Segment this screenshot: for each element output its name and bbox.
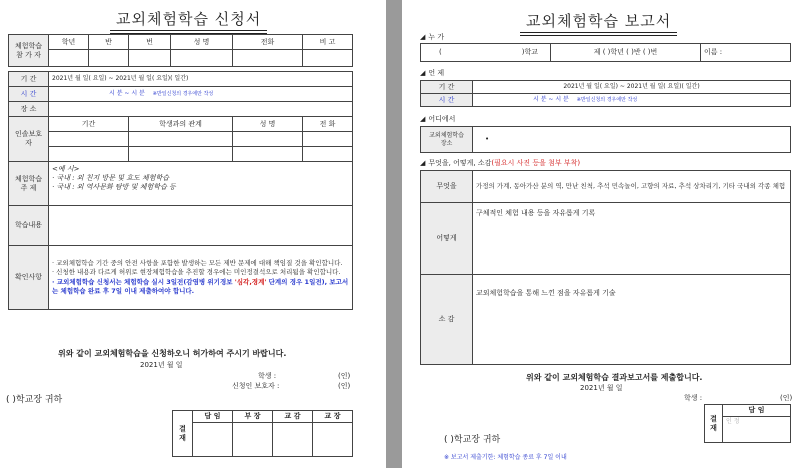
section-what-label: 무엇을, 어떻게, 소감 xyxy=(428,159,492,167)
approval-sign-4[interactable] xyxy=(313,423,353,457)
request-date: 2021년 월 일 xyxy=(140,361,183,369)
report-period-label: 기 간 xyxy=(421,81,473,94)
name-label[interactable]: 이름 : xyxy=(701,44,791,62)
submit-sentence: 위와 같이 교외체험학습 결과보고서를 제출합니다. xyxy=(526,373,703,382)
grade-field[interactable] xyxy=(49,50,89,67)
content-label: 학습내용 xyxy=(9,206,49,246)
section-what-note: (필요시 사진 등을 첨부 부착) xyxy=(491,159,581,167)
approval-table xyxy=(172,410,353,457)
header-name: 성 명 xyxy=(171,35,233,50)
confirm-line-2: · 신청한 내용과 다르게 허위로 현장체험학습을 추진할 경우에는 미인정결석으로 처리됨을 확인합니다. xyxy=(52,268,341,277)
student-sign-label: 학생 : xyxy=(258,372,277,380)
school-cell[interactable]: ( )학교 xyxy=(421,44,551,62)
student-seal: (인) xyxy=(338,372,351,380)
class-field[interactable] xyxy=(89,50,129,67)
report-time-note: ※반일신청의 경우에만 작성 xyxy=(576,97,638,104)
confirm-deadline xyxy=(52,278,349,296)
time-note: ※반일신청의 경우에만 작성 xyxy=(152,91,214,98)
report-approval-table xyxy=(704,404,791,443)
what-label: 무엇을 xyxy=(421,171,473,203)
what-value[interactable]: 가정의 가계, 동아가산 분의 역, 만난 친척, 추석 민속놀이, 고향의 자료, 추석 상차리기, 기타 국내외 각종 체험 xyxy=(473,171,791,203)
guardian-phone-field-2[interactable] xyxy=(303,147,353,162)
period-label: 기 간 xyxy=(9,72,49,87)
theme-line-1: · 국내 : 외 친지 방문 및 효도 체험학습 xyxy=(52,173,170,182)
approval-vice: 교 감 xyxy=(273,411,313,423)
guardian-label: 인솔보호자 xyxy=(9,117,49,162)
report-title: 교외체험학습 보고서 xyxy=(520,10,677,33)
approval-homeroom: 담 임 xyxy=(193,411,233,423)
guardian-header-period: 기간 xyxy=(49,117,129,132)
confirm-alert-level: '심각,경계' xyxy=(234,277,267,286)
report-time-cell[interactable] xyxy=(473,94,791,107)
time-label: 시 간 xyxy=(9,87,49,102)
guardian-relation-field[interactable] xyxy=(129,132,233,147)
where-table xyxy=(420,126,791,153)
section-who xyxy=(420,32,444,42)
phone-field[interactable] xyxy=(233,50,303,67)
when-table xyxy=(420,80,791,107)
guardian-relation-field-2[interactable] xyxy=(129,147,233,162)
theme-line-2: · 국내 : 외 역사문화 탐방 및 체험학습 등 xyxy=(52,182,176,191)
section-who-label: 누 가 xyxy=(428,33,445,41)
confirm-deadline-post: 단계의 경우 1일전), 보고서는 체험학습 완료 후 7일 이내 제출하여야 합니다. xyxy=(52,277,349,295)
report-period-value[interactable]: 2021년 월 일( 요일) ~ 2021년 월 일( 요일)( 일간) xyxy=(473,81,791,94)
note-field[interactable] xyxy=(303,50,353,67)
number-field[interactable] xyxy=(129,50,171,67)
report-page xyxy=(402,0,800,468)
report-date: 2021년 월 일 xyxy=(580,384,623,392)
guardian-header-name: 성 명 xyxy=(233,117,303,132)
application-form-table xyxy=(8,34,353,310)
principal-line: ( )학교장 귀하 xyxy=(6,395,63,405)
time-value: 시 분 ~ 시 분 xyxy=(109,90,145,98)
theme-cell[interactable] xyxy=(49,162,353,206)
report-place-label: 교외체험학습 장소 xyxy=(421,127,473,153)
header-note: 비 고 xyxy=(303,35,353,50)
section-marker-icon: ◢ xyxy=(420,159,426,167)
place-field[interactable] xyxy=(49,102,353,117)
section-when xyxy=(420,68,444,78)
application-page xyxy=(0,0,386,468)
confirm-label: 확인사항 xyxy=(9,246,49,310)
header-grade: 학년 xyxy=(49,35,89,50)
guardian-sign-label: 신청인 보호자 : xyxy=(232,382,280,390)
feel-value[interactable]: 교외체험학습을 통해 느낀 점을 자유롭게 기술 xyxy=(473,275,791,365)
report-footnote: ※ 보고서 제출기한: 체험학습 종료 후 7일 이내 xyxy=(444,454,567,461)
what-table xyxy=(420,170,791,365)
section-marker-icon: ◢ xyxy=(420,69,426,77)
theme-example: <예 시> xyxy=(52,165,80,173)
guardian-header-relation: 학생과의 관계 xyxy=(129,117,233,132)
confirm-deadline-pre: · 교외체험학습 신청서는 체험학습 실시 3일전(감염병 위기경보 xyxy=(52,277,235,286)
time-value-cell[interactable] xyxy=(49,87,353,102)
guardian-period-field-2[interactable] xyxy=(49,147,129,162)
guardian-header-phone: 전 화 xyxy=(303,117,353,132)
report-time-value: 시 분 ~ 시 분 xyxy=(533,96,569,104)
approval-sign-2[interactable] xyxy=(233,423,273,457)
guardian-name-field-2[interactable] xyxy=(233,147,303,162)
report-student-label: 학생 : xyxy=(684,394,703,402)
guardian-seal: (인) xyxy=(338,382,351,390)
name-field[interactable] xyxy=(171,50,233,67)
feel-label: 소 감 xyxy=(421,275,473,365)
grade-line[interactable]: 제 ( )학년 ( )반 ( )번 xyxy=(551,44,701,62)
application-title: 교외체험학습 신청서 xyxy=(110,8,267,31)
school-suffix: )학교 xyxy=(521,48,538,57)
header-class: 반 xyxy=(89,35,129,50)
report-approval-label: 결 재 xyxy=(705,405,723,443)
confirm-cell xyxy=(49,246,353,310)
theme-label: 체험학습 주 제 xyxy=(9,162,49,206)
approval-sign-1[interactable] xyxy=(193,423,233,457)
how-value[interactable]: 구체적인 체험 내용 등을 자유롭게 기록 xyxy=(473,203,791,275)
who-table xyxy=(420,43,791,62)
report-time-label: 시 간 xyxy=(421,94,473,107)
guardian-phone-field[interactable] xyxy=(303,132,353,147)
report-principal-line: ( )학교장 귀하 xyxy=(444,435,501,445)
approval-principal: 교 장 xyxy=(313,411,353,423)
period-value[interactable]: 2021년 월 일( 요일) ~ 2021년 월 일( 요일)( 일간) xyxy=(49,72,353,87)
report-place-field[interactable]: • xyxy=(473,127,791,153)
approval-head: 부 장 xyxy=(233,411,273,423)
section-where-label: 어디에서 xyxy=(428,115,456,123)
report-approval-stamp[interactable]: 인 정 xyxy=(723,417,791,443)
header-phone: 전화 xyxy=(233,35,303,50)
section-marker-icon: ◢ xyxy=(420,115,426,123)
guardian-period-field[interactable] xyxy=(49,132,129,147)
section-what xyxy=(420,158,580,168)
content-field[interactable] xyxy=(49,206,353,246)
section-when-label: 언 제 xyxy=(428,69,445,77)
request-sentence: 위와 같이 교외체험학습을 신청하오니 허가하여 주시기 바랍니다. xyxy=(58,349,287,358)
approval-label: 결 재 xyxy=(173,411,193,457)
section-marker-icon: ◢ xyxy=(420,33,426,41)
guardian-name-field[interactable] xyxy=(233,132,303,147)
how-label: 어떻게 xyxy=(421,203,473,275)
report-approval-homeroom: 담 임 xyxy=(723,405,791,417)
applicant-label: 체험학습 참 가 자 xyxy=(9,35,49,67)
header-number: 번 xyxy=(129,35,171,50)
report-student-seal: (인) xyxy=(780,394,793,402)
approval-sign-3[interactable] xyxy=(273,423,313,457)
section-where xyxy=(420,114,455,124)
place-label: 장 소 xyxy=(9,102,49,117)
confirm-line-1: · 교외체험학습 기간 중의 안전 사항을 포함한 발생하는 모든 제반 문제에 대해 책임질 것을 확인합니다. xyxy=(52,259,343,268)
